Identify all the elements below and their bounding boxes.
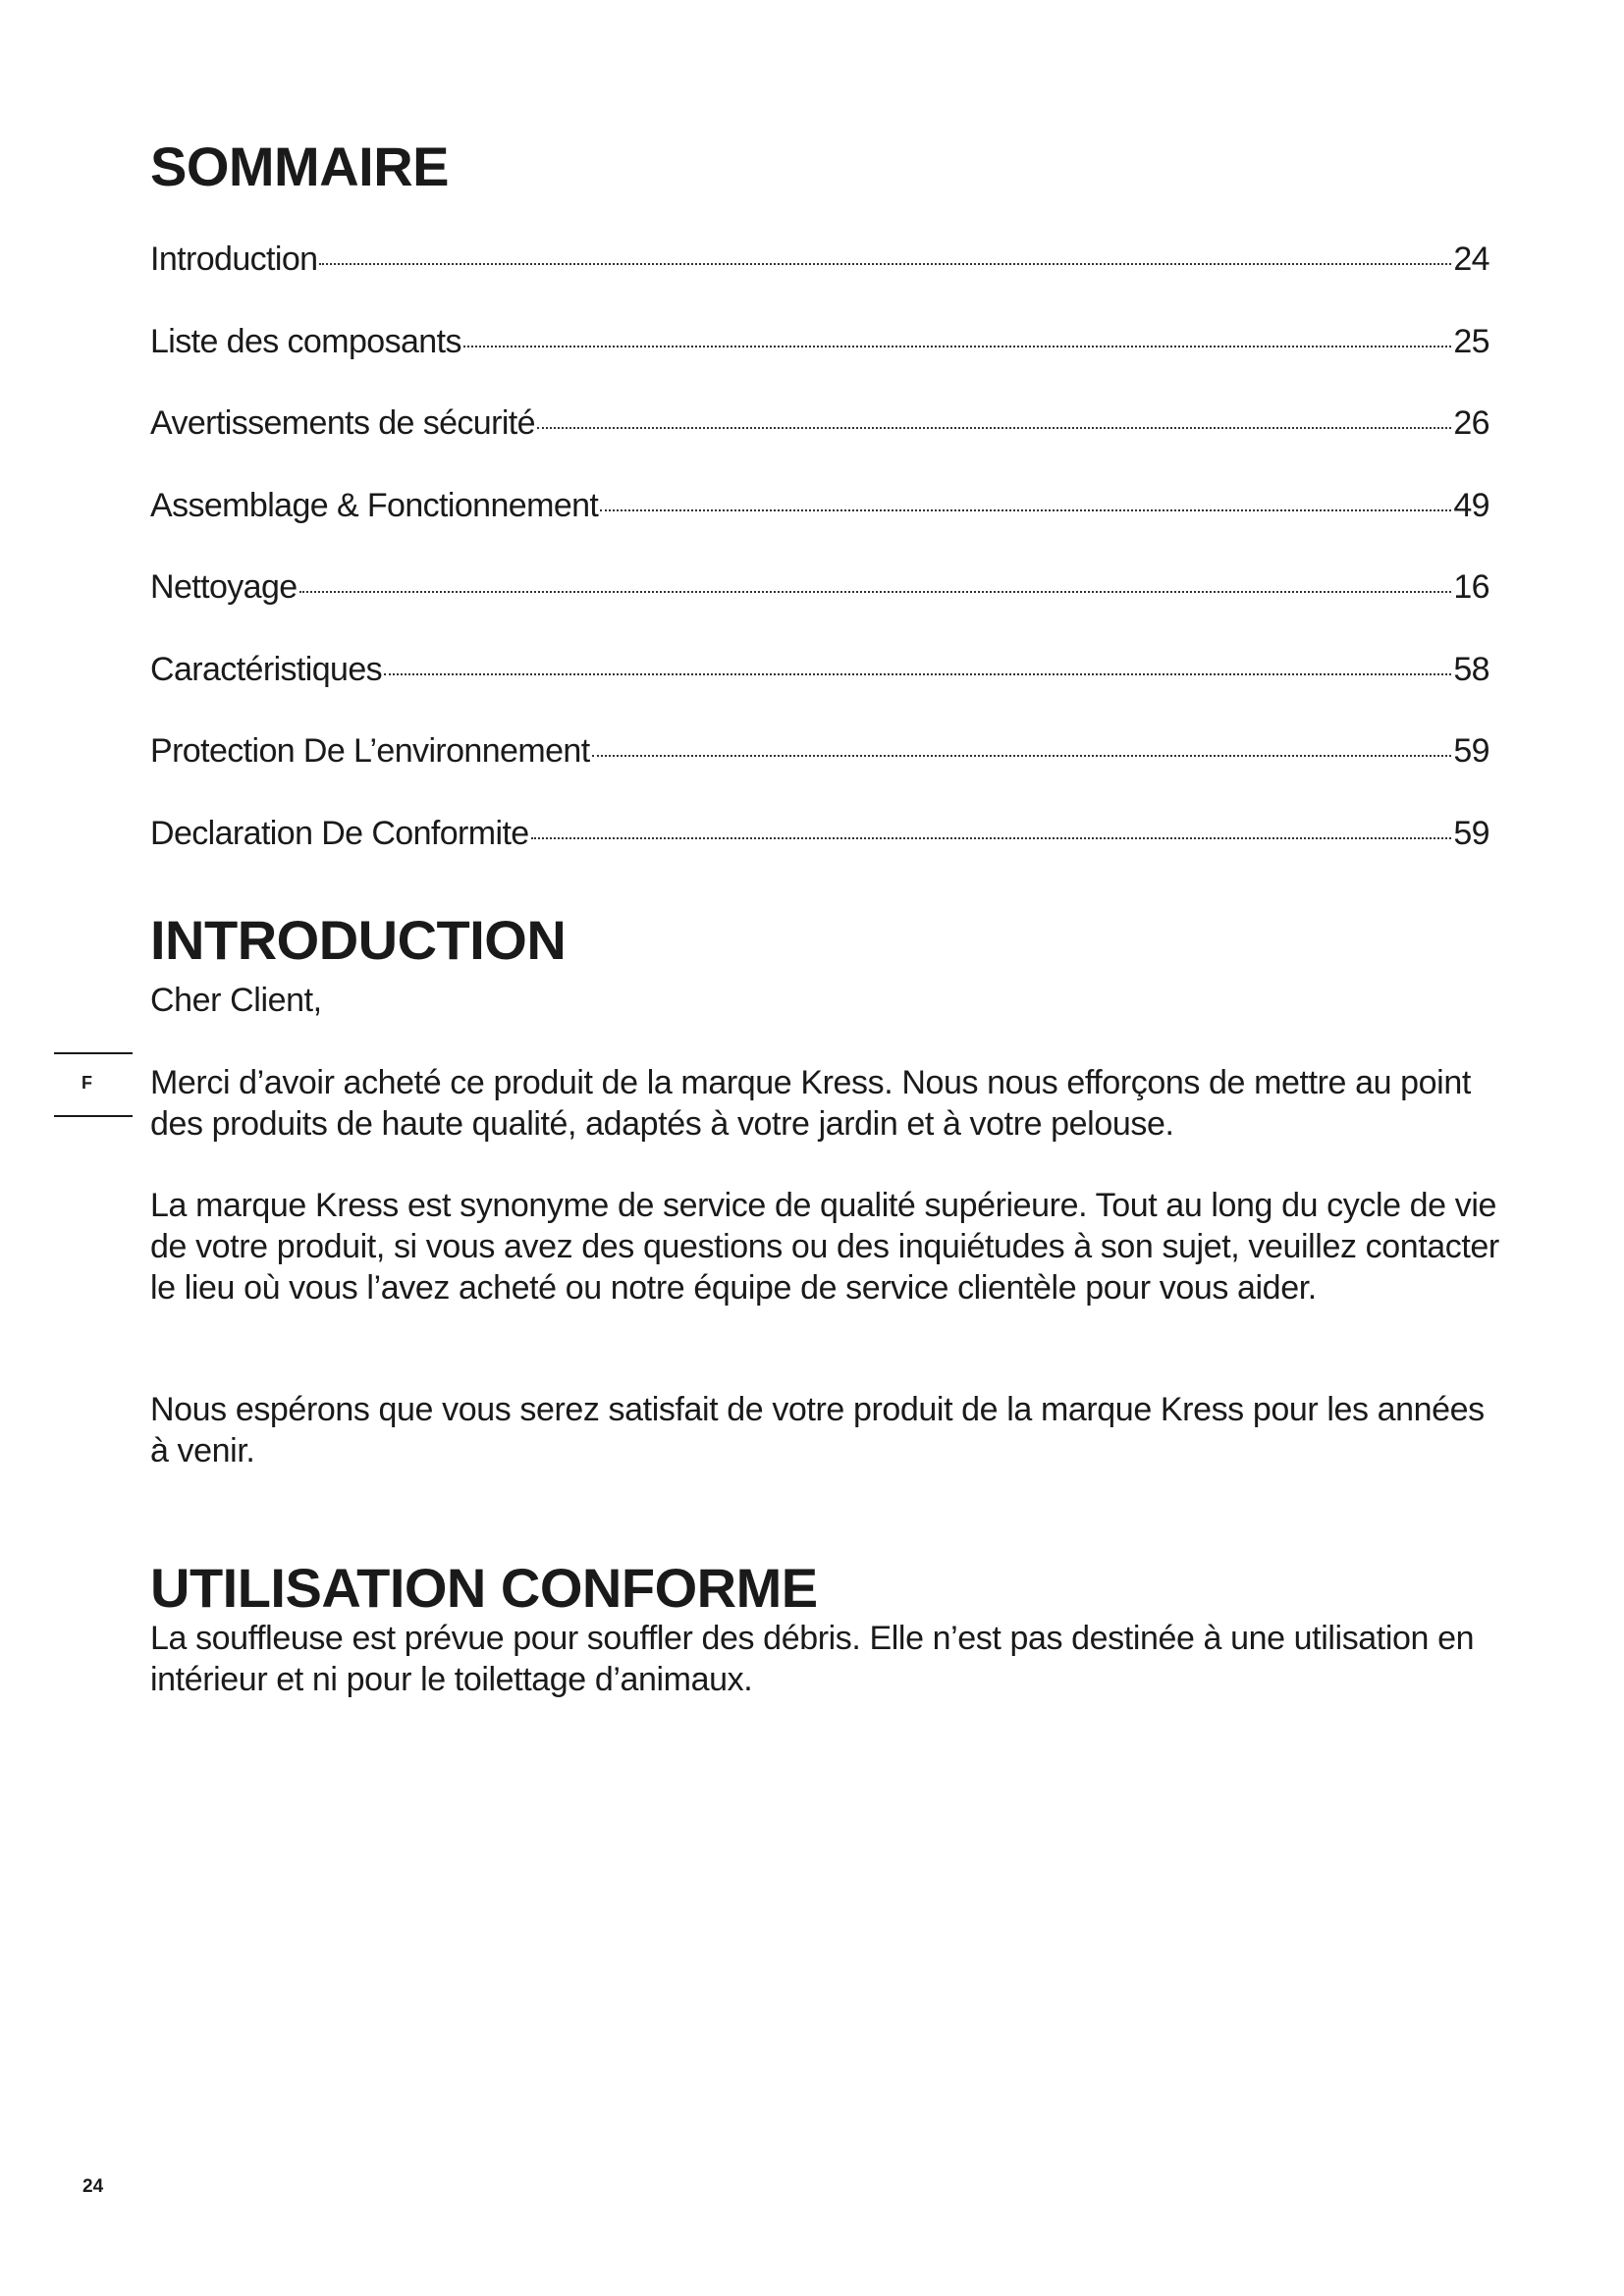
introduction-heading: INTRODUCTION <box>150 909 567 971</box>
toc-leader-dots <box>384 673 1451 675</box>
toc-entry-title: Declaration De Conformite <box>150 814 529 852</box>
introduction-paragraph: Nous espérons que vous serez satisfait de votre produit de la marque Kress pour les années à venir. <box>150 1391 1485 1469</box>
toc-entry <box>150 732 1489 815</box>
toc-entry <box>150 568 1489 651</box>
toc-entry <box>150 240 1489 323</box>
toc-entry-title: Protection De L’environnement <box>150 732 590 770</box>
tab-divider-bottom <box>54 1115 133 1117</box>
toc-leader-dots <box>463 346 1452 347</box>
toc-entry <box>150 487 1489 569</box>
toc-entry <box>150 815 1489 897</box>
toc-leader-dots <box>537 427 1451 429</box>
introduction-greeting: Cher Client, <box>150 982 322 1019</box>
toc-entry-page: 59 <box>1453 732 1489 770</box>
toc-entry <box>150 323 1489 405</box>
introduction-paragraph: Merci d’avoir acheté ce produit de la marque Kress. Nous nous efforçons de mettre au point des produits de haute qualité, adaptés à votre jardin et à votre pelouse. <box>150 1064 1471 1143</box>
toc-entry-title: Assemblage & Fonctionnement <box>150 486 599 524</box>
table-of-contents <box>150 240 1489 896</box>
toc-entry-page: 49 <box>1453 486 1489 524</box>
toc-leader-dots <box>299 591 1452 593</box>
toc-entry-page: 59 <box>1453 814 1489 852</box>
toc-leader-dots <box>531 837 1452 839</box>
toc-entry-page: 16 <box>1453 568 1489 606</box>
toc-leader-dots <box>592 755 1452 757</box>
tab-divider-top <box>54 1052 133 1054</box>
toc-heading: SOMMAIRE <box>150 135 449 197</box>
toc-entry <box>150 651 1489 733</box>
toc-entry-page: 58 <box>1453 650 1489 688</box>
toc-entry-page: 24 <box>1453 240 1489 278</box>
toc-leader-dots <box>600 509 1451 511</box>
toc-entry-title: Liste des composants <box>150 322 461 360</box>
introduction-paragraph: La marque Kress est synonyme de service de qualité supérieure. Tout au long du cycle de vie de votre produit, si vous avez des questions ou des inquiétudes à son sujet, veuillez contacter le lieu où vous l’avez acheté ou notre équipe de service clientèle pour vous aider. <box>150 1187 1499 1307</box>
toc-entry-title: Introduction <box>150 240 318 278</box>
toc-entry-title: Avertissements de sécurité <box>150 404 535 442</box>
toc-entry-title: Caractéristiques <box>150 650 383 688</box>
intended-use-heading: UTILISATION CONFORME <box>150 1557 818 1619</box>
toc-entry-page: 25 <box>1453 322 1489 360</box>
intended-use-text: La souffleuse est prévue pour souffler des débris. Elle n’est pas destinée à une utilisation en intérieur et ni pour le toilettage d’animaux. <box>150 1620 1475 1698</box>
toc-leader-dots <box>319 263 1451 265</box>
language-letter: F <box>81 1073 92 1093</box>
toc-entry <box>150 404 1489 487</box>
language-tab <box>54 1052 133 1117</box>
toc-entry-page: 26 <box>1453 404 1489 442</box>
toc-entry-title: Nettoyage <box>150 568 298 606</box>
page-number: 24 <box>82 2176 104 2197</box>
